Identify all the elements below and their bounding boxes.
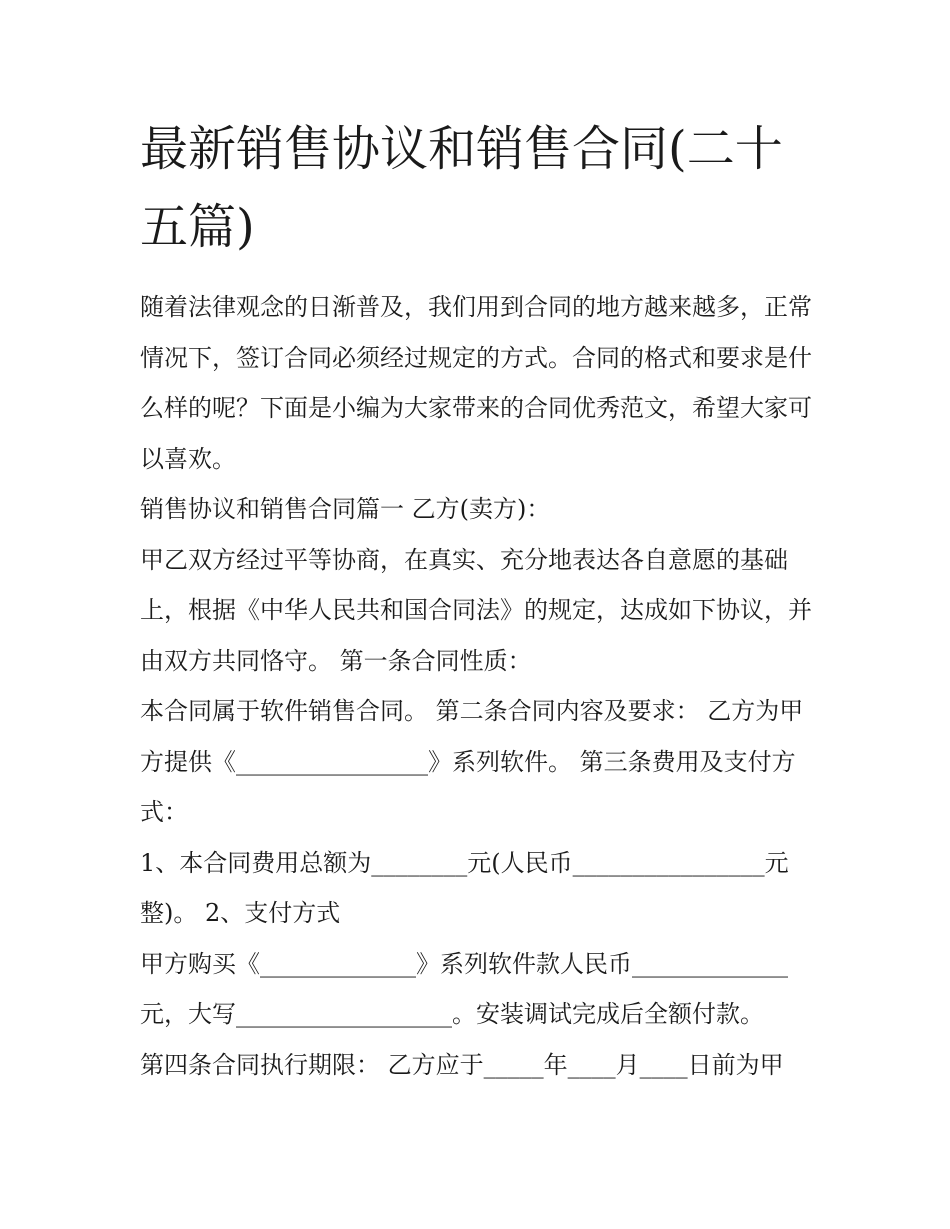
document-page — [140, 110, 820, 1090]
paragraph-payment: 甲方购买《_____________》系列软件款人民币_____________元，大写__________________。安装调试完成后全额付款。 — [140, 949, 788, 1028]
paragraph-section-heading: 销售协议和销售合同篇一 乙方(卖方)： — [140, 495, 551, 523]
paragraph-execution-term: 第四条合同执行期限： 乙方应于_____年____月____日前为甲 — [140, 1050, 784, 1079]
paragraph-contract-content: 本合同属于软件销售合同。 第二条合同内容及要求： 乙方为甲方提供《________________》系列软件。 第三条费用及支付方式： — [140, 697, 804, 826]
document-title: 最新销售协议和销售合同(二十五篇) — [140, 121, 783, 255]
paragraph-intro: 随着法律观念的日渐普及，我们用到合同的地方越来越多，正常情况下，签订合同必须经过规定的方式。合同的格式和要求是什么样的呢？下面是小编为大家带来的合同优秀范文，希望大家可以喜欢。 — [140, 293, 812, 473]
paragraph-total-fee: 1、本合同费用总额为________元(人民币________________元整)。 2、支付方式 — [140, 848, 789, 927]
paragraph-agreement-basis: 甲乙双方经过平等协商，在真实、充分地表达各自意愿的基础上，根据《中华人民共和国合同法》的规定，达成如下协议，并由双方共同恪守。 第一条合同性质： — [140, 545, 812, 675]
